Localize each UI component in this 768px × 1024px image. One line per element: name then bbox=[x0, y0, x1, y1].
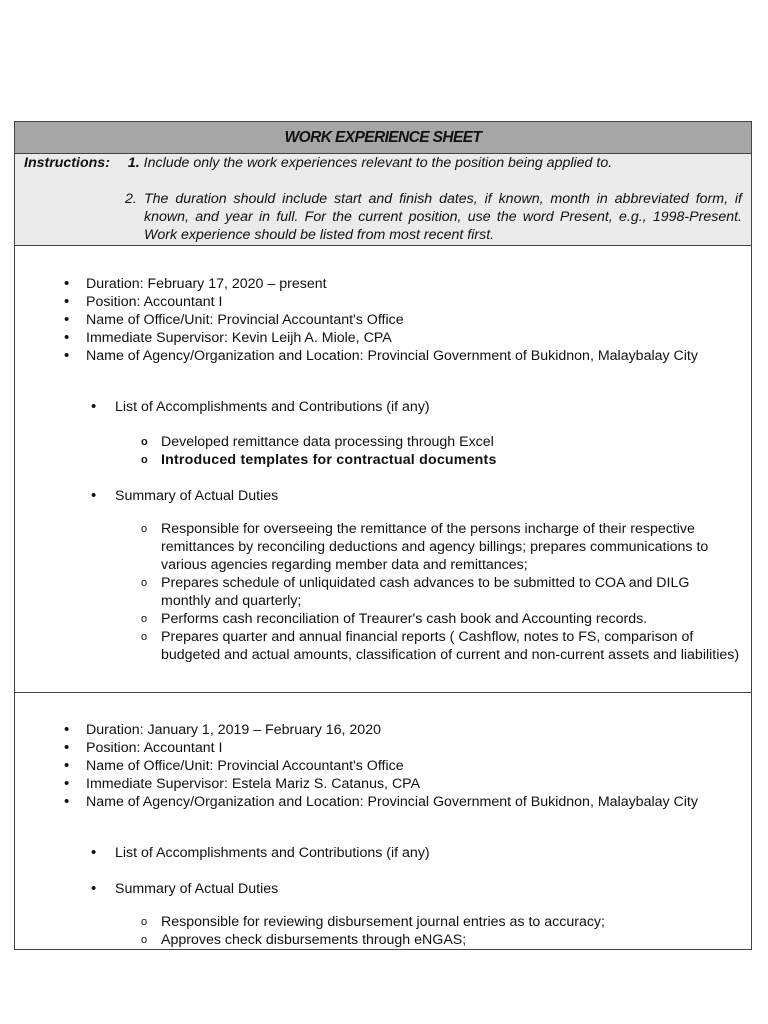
duties-list bbox=[139, 520, 741, 664]
list-item: o Prepares schedule of unliquidated cash advances to be submitted to COA and DILG monthly and quarterly; bbox=[139, 574, 741, 610]
instruction-1-text: Include only the work experiences relevant to the position being applied to. bbox=[143, 155, 613, 171]
experience-entry-1 bbox=[15, 246, 751, 693]
list-item: o Introduced templates for contractual documents bbox=[139, 451, 741, 469]
agency-item: • Name of Agency/Organization and Location: Provincial Government of Bukidnon, Malaybalay City bbox=[64, 793, 744, 811]
accomplishments-heading: • List of Accomplishments and Contributions (if any) bbox=[91, 844, 744, 862]
work-experience-sheet bbox=[14, 121, 752, 950]
list-item: o Approves check disbursements through eNGAS; bbox=[139, 931, 741, 949]
list-item: o Responsible for overseeing the remittance of the persons incharge of their respective remittances by reconciling deductions and agency billings; prepares communications to various agencies regarding member data and remittances; bbox=[139, 520, 741, 574]
list-item: o Performs cash reconciliation of Treaurer's cash book and Accounting records. bbox=[139, 610, 741, 628]
duties-heading: • Summary of Actual Duties bbox=[91, 487, 744, 505]
sheet-title: WORK EXPERIENCE SHEET bbox=[15, 122, 751, 154]
office-item: • Name of Office/Unit: Provincial Accountant's Office bbox=[64, 757, 744, 775]
accomplishments-heading: • List of Accomplishments and Contributions (if any) bbox=[91, 398, 744, 416]
instruction-1 bbox=[24, 155, 612, 171]
supervisor-item: • Immediate Supervisor: Kevin Leijh A. Miole, CPA bbox=[64, 329, 744, 347]
duties-heading: • Summary of Actual Duties bbox=[91, 880, 744, 898]
list-item: o Developed remittance data processing through Excel bbox=[139, 433, 741, 451]
instruction-2 bbox=[125, 190, 742, 244]
position-item: • Position: Accountant I bbox=[64, 739, 744, 757]
office-item: • Name of Office/Unit: Provincial Accountant's Office bbox=[64, 311, 744, 329]
entry-2-details bbox=[64, 721, 744, 811]
instruction-2-number: 2. bbox=[125, 191, 137, 207]
supervisor-item: • Immediate Supervisor: Estela Mariz S. Catanus, CPA bbox=[64, 775, 744, 793]
duties-list bbox=[139, 913, 741, 949]
instructions-block bbox=[15, 154, 751, 246]
list-item: o Prepares quarter and annual financial reports ( Cashflow, notes to FS, comparison of budgeted and actual amounts, classification of current and non-current assets and liabilities) bbox=[139, 628, 741, 664]
position-item: • Position: Accountant I bbox=[64, 293, 744, 311]
experience-entry-2 bbox=[15, 693, 751, 949]
instruction-2-text: The duration should include start and finish dates, if known, month in abbreviated form, if known, and year in full. For the current position, use the word Present, e.g., 1998-Present. Work experience should be listed from most recent first. bbox=[144, 191, 742, 243]
agency-item: • Name of Agency/Organization and Location: Provincial Government of Bukidnon, Malaybalay City bbox=[64, 347, 744, 365]
list-item: o Responsible for reviewing disbursement journal entries as to accuracy; bbox=[139, 913, 741, 931]
duration-item: • Duration: January 1, 2019 – February 16, 2020 bbox=[64, 721, 744, 739]
accomplishments-list bbox=[139, 433, 741, 469]
instructions-label: Instructions: bbox=[24, 155, 110, 171]
entry-1-details bbox=[64, 275, 744, 365]
instruction-1-number: 1. bbox=[127, 155, 140, 171]
duration-item: • Duration: February 17, 2020 – present bbox=[64, 275, 744, 293]
